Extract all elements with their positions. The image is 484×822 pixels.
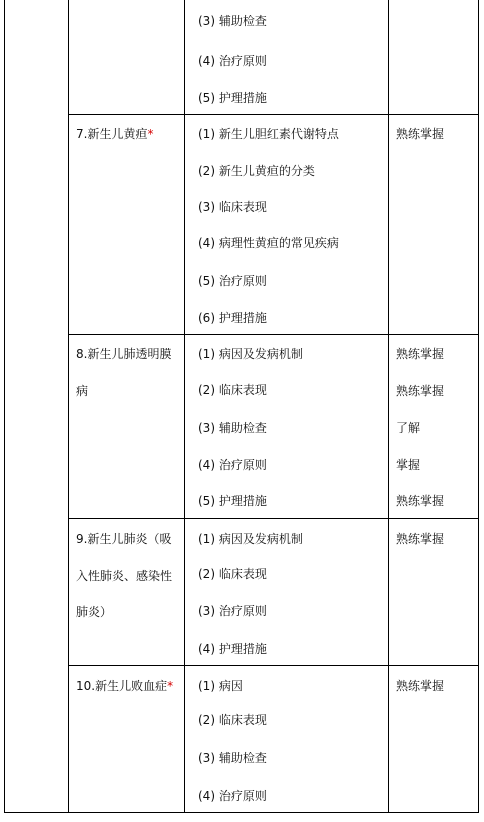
column-divider-2 (184, 0, 185, 813)
topic-title: 入性肺炎、感染性 (76, 569, 173, 583)
topic-text: 10.新生儿败血症 (76, 679, 168, 693)
column-divider-3 (388, 0, 389, 813)
content-item: (3) 治疗原则 (198, 604, 267, 618)
table-border-left (4, 0, 5, 813)
mastery-level: 熟练掌握 (396, 679, 445, 693)
content-item: (6) 护理措施 (198, 311, 267, 325)
content-item: (5) 护理措施 (198, 91, 267, 105)
content-item: (3) 辅助检查 (198, 14, 267, 28)
content-item: (1) 病因及发病机制 (198, 532, 303, 546)
mastery-level: 熟练掌握 (396, 494, 445, 508)
content-item: (1) 病因及发病机制 (198, 347, 303, 361)
topic-title (76, 126, 153, 142)
content-item: (5) 治疗原则 (198, 274, 267, 288)
content-item: (2) 新生儿黄疸的分类 (198, 164, 315, 178)
topic-title: 8.新生儿肺透明膜 (76, 347, 172, 361)
content-item: (4) 护理措施 (198, 642, 267, 656)
mastery-level: 熟练掌握 (396, 532, 445, 546)
column-divider-1 (68, 0, 69, 813)
row-divider-3 (68, 518, 479, 519)
key-point-mark: * (147, 127, 154, 141)
table-border-bottom (4, 812, 479, 813)
mastery-level: 熟练掌握 (396, 127, 445, 141)
row-divider-2 (68, 334, 479, 335)
content-item: (5) 护理措施 (198, 494, 267, 508)
topic-title: 病 (76, 384, 89, 398)
mastery-level: 熟练掌握 (396, 347, 445, 361)
row-divider-4 (68, 665, 479, 666)
mastery-level: 熟练掌握 (396, 384, 445, 398)
mastery-level: 掌握 (396, 458, 421, 472)
content-item: (2) 临床表现 (198, 383, 267, 397)
content-item: (4) 治疗原则 (198, 54, 267, 68)
topic-text: 7.新生儿黄疸 (76, 127, 148, 141)
content-item: (3) 临床表现 (198, 200, 267, 214)
mastery-level: 了解 (396, 421, 421, 435)
topic-title: 9.新生儿肺炎（吸 (76, 532, 172, 546)
content-item: (3) 辅助检查 (198, 751, 267, 765)
content-item: (4) 治疗原则 (198, 789, 267, 803)
table-border-right (478, 0, 479, 813)
content-item: (4) 治疗原则 (198, 458, 267, 472)
content-item: (1) 新生儿胆红素代谢特点 (198, 127, 339, 141)
content-item: (4) 病理性黄疸的常见疾病 (198, 236, 339, 250)
content-item: (1) 病因 (198, 679, 243, 693)
topic-title (76, 678, 173, 694)
row-divider-1 (68, 114, 479, 115)
key-point-mark: * (167, 679, 174, 693)
content-item: (2) 临床表现 (198, 567, 267, 581)
content-item: (3) 辅助检查 (198, 421, 267, 435)
content-item: (2) 临床表现 (198, 713, 267, 727)
topic-title: 肺炎） (76, 605, 113, 619)
